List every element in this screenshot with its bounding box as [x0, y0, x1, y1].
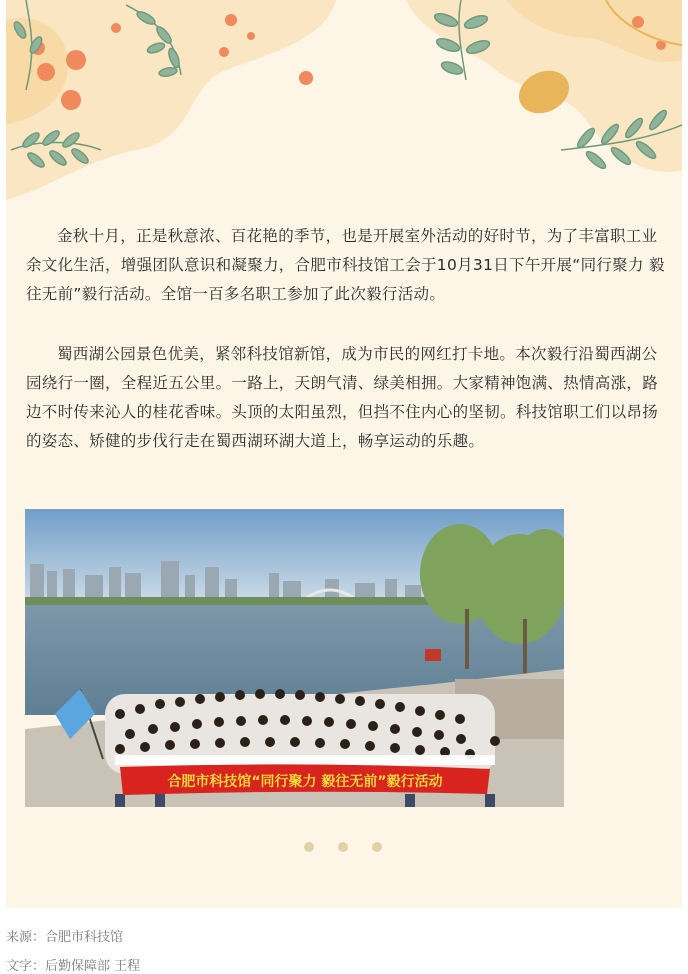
carousel-dot[interactable] [372, 842, 382, 852]
carousel-indicator [304, 842, 382, 852]
source-credit: 来源：合肥市科技馆 [6, 930, 124, 945]
author-credit: 文字：后勤保障部 王程 [6, 959, 141, 974]
article-paragraph-2: 蜀西湖公园景色优美，紧邻科技馆新馆，成为市民的网红打卡地。本次毅行沿蜀西湖公园绕行一圈，全程近五公里。一路上，天朗气清、绿美相拥。大家精神饱满、热情高涨，路边不时传来沁人的桂花香味。头顶的太阳虽烈，但挡不住内心的坚韧。科技馆职工们以昂扬的姿态、矫健的步伐行走在蜀西湖环湖大道上，畅享运动的乐趣。 [26, 345, 659, 450]
carousel-dot[interactable] [304, 842, 314, 852]
banner-text: 合肥市科技馆“同行聚力 毅往无前”毅行活动 [167, 774, 443, 790]
article-card [6, 0, 682, 908]
event-photo [25, 509, 564, 807]
carousel-dot[interactable] [338, 842, 348, 852]
article-paragraph-1: 金秋十月，正是秋意浓、百花艳的季节，也是开展室外活动的好时节，为了丰富职工业余文化生活，增强团队意识和凝聚力，合肥市科技馆工会于10月31日下午开展“同行聚力 毅往无前”毅行活动。全馆一百多名职工参加了此次毅行活动。 [26, 227, 665, 303]
leaf-decoration-icon [6, 0, 682, 200]
banner [120, 764, 490, 795]
group-photo-image [25, 509, 564, 807]
